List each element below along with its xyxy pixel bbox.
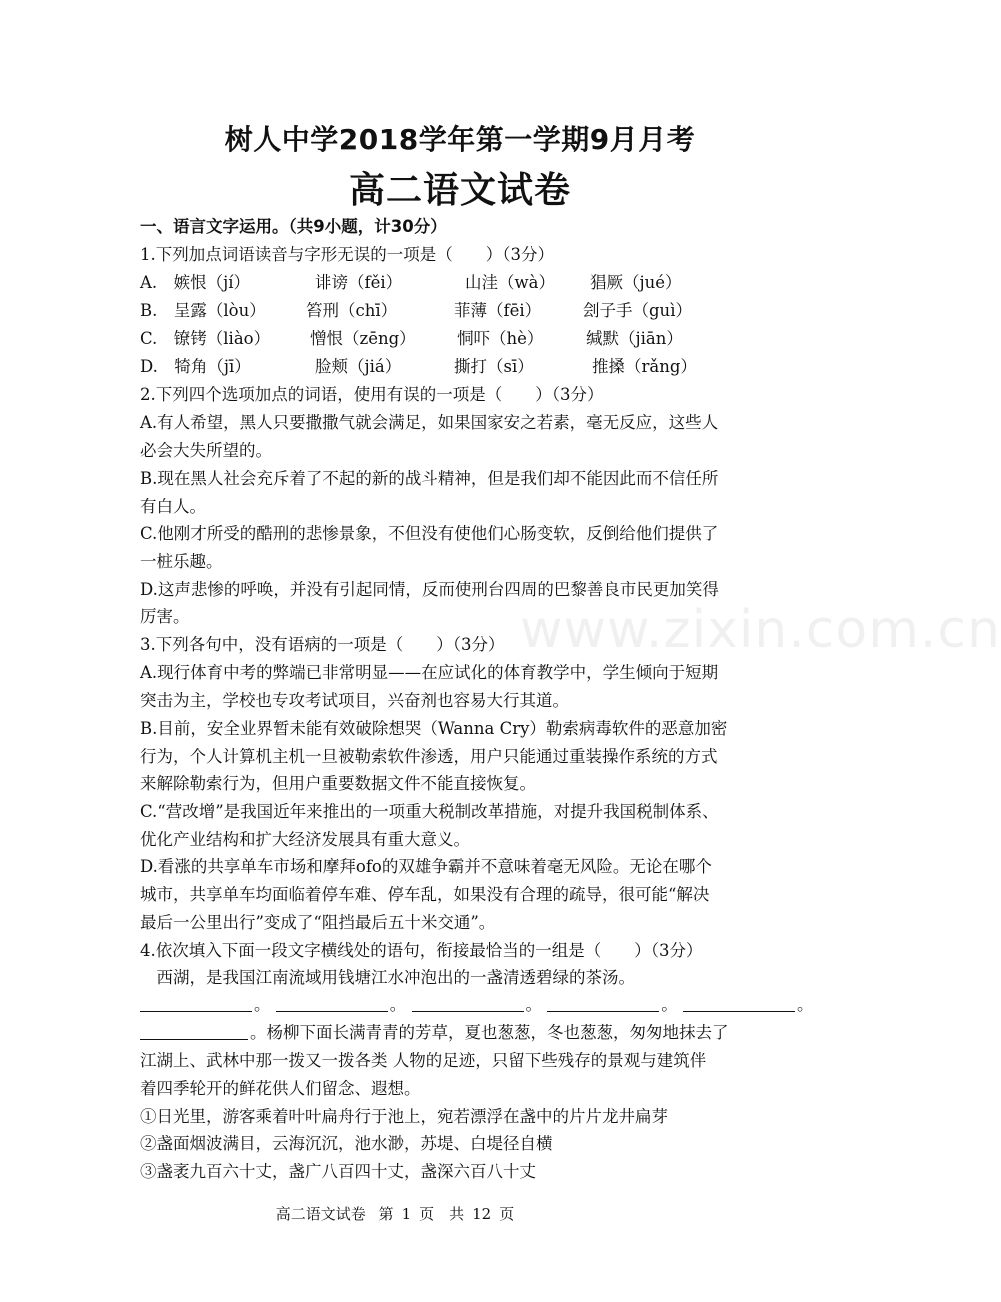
question-2-stem: 2.下列四个选项加点的词语，使用有误的一项是（ ）（3分） xyxy=(140,385,604,404)
q4-para-line: 江湖上、武林中那一拨又一拨各类 人物的足迹，只留下些残存的景观与建筑伴 xyxy=(140,1051,707,1070)
q1-option-c-item-2: 憎恨（zēng） xyxy=(310,329,416,348)
q1-option-a-item-3: 山洼（wà） xyxy=(465,273,555,292)
question-4-stem: 4.依次填入下面一段文字横线处的语句，衔接最恰当的一组是（ ）（3分） xyxy=(140,941,703,960)
section-heading: 一、语言文字运用。（共9小题，计30分） xyxy=(140,217,447,236)
q4-blank-row xyxy=(140,991,814,1015)
q2-line: 必会大失所望的。 xyxy=(140,441,272,460)
q1-option-b-item-4: 刽子手（guì） xyxy=(583,301,692,320)
q2-line: 一桩乐趣。 xyxy=(140,552,223,571)
answer-blank[interactable] xyxy=(683,993,795,1012)
q1-option-d xyxy=(140,353,800,375)
blank-separator: 。 xyxy=(389,995,407,1014)
footer-page-number: 1 xyxy=(401,1205,412,1223)
q1-option-b xyxy=(140,297,800,319)
q1-option-d-item-2: 脸颊（jiá） xyxy=(315,357,402,376)
q1-option-b-item-3: 菲薄（fēi） xyxy=(454,301,542,320)
answer-blank[interactable] xyxy=(276,993,388,1012)
q3-line: 来解除勒索行为，但用户重要数据文件不能直接恢复。 xyxy=(140,774,536,793)
q3-line: B.目前，安全业界暂未能有效破除想哭（Wanna Cry）勒索病毒软件的恶意加密 xyxy=(140,719,728,738)
blank-separator: 。 xyxy=(797,995,814,1014)
q4-item-1: ①日光里，游客乘着叶叶扁舟行于池上，宛若漂浮在盏中的片片龙井扁芽 xyxy=(140,1107,668,1126)
q1-option-c-item-4: 缄默（jiān） xyxy=(586,329,683,348)
blank-separator: 。 xyxy=(525,995,542,1014)
q1-option-b-item-2: 笞刑（chī） xyxy=(306,301,398,320)
footer-page-prefix: 第 xyxy=(378,1205,394,1223)
q1-option-b-item-1: B. 呈露（lòu） xyxy=(140,301,266,320)
q4-intro: 西湖，是我国江南流域用钱塘江水冲泡出的一盏清透碧绿的茶汤。 xyxy=(140,968,635,987)
q1-option-a-item-4: 猖厥（jué） xyxy=(590,273,682,292)
q3-line: 最后一公里出行”变成了“阻挡最后五十米交通”。 xyxy=(140,913,496,932)
q3-line: 突击为主，学校也专攻考试项目，兴奋剂也容易大行其道。 xyxy=(140,691,569,710)
q2-line: C.他刚才所受的酷刑的悲惨景象，不但没有使他们心肠变软，反倒给他们提供了 xyxy=(140,524,719,543)
q4-item-3: ③盏袤九百六十丈，盏广八百四十丈，盏深六百八十丈 xyxy=(140,1162,536,1181)
footer-page-suffix: 页 xyxy=(499,1205,515,1223)
exam-title: 树人中学2018学年第一学期9月月考 xyxy=(224,123,696,156)
q2-line: 有白人。 xyxy=(140,497,206,516)
q3-line: D.看涨的共享单车市场和摩拜ofo的双雄争霸并不意味着毫无风险。无论在哪个 xyxy=(140,857,712,876)
question-1-stem: 1.下列加点词语读音与字形无误的一项是（ ）（3分） xyxy=(140,245,554,264)
q1-option-a-item-1: A. 嫉恨（jí） xyxy=(140,273,251,292)
answer-blank[interactable] xyxy=(140,1021,248,1040)
question-3-stem: 3.下列各句中，没有语病的一项是（ ）（3分） xyxy=(140,635,505,654)
answer-blank[interactable] xyxy=(412,993,524,1012)
footer-page-mid: 页 共 xyxy=(419,1205,465,1223)
q3-line: C.“营改增”是我国近年来推出的一项重大税制改革措施，对提升我国税制体系、 xyxy=(140,802,719,821)
q4-after-blank: 。杨柳下面长满青青的芳草，夏也葱葱，冬也葱葱，匆匆地抹去了 xyxy=(250,1023,729,1042)
q1-option-c-item-1: C. 镣铐（liào） xyxy=(140,329,271,348)
watermark: www.zixin.com.cn xyxy=(520,600,1001,660)
q1-option-d-item-1: D. 犄角（jī） xyxy=(140,357,251,376)
q2-line: 厉害。 xyxy=(140,607,190,626)
page-footer xyxy=(0,1203,790,1224)
footer-exam-name: 高二语文试卷 xyxy=(275,1205,366,1223)
q4-item-2: ②盏面烟波满目，云海沉沉，池水渺，苏堤、白堤径自横 xyxy=(140,1134,553,1153)
answer-blank[interactable] xyxy=(140,993,252,1012)
q4-para-first xyxy=(140,1019,780,1043)
q2-line: D.这声悲惨的呼唤，并没有引起同情，反而使刑台四周的巴黎善良市民更加笑得 xyxy=(140,580,719,599)
blank-separator: 。 xyxy=(254,995,271,1014)
q3-line: A.现行体育中考的弊端已非常明显——在应试化的体育教学中，学生倾向于短期 xyxy=(140,663,719,682)
q1-option-a-item-2: 诽谤（fěi） xyxy=(315,273,403,292)
q3-line: 优化产业结构和扩大经济发展具有重大意义。 xyxy=(140,830,470,849)
q2-line: B.现在黑人社会充斥着了不起的新的战斗精神，但是我们却不能因此而不信任所 xyxy=(140,469,719,488)
q1-option-d-item-3: 撕打（sī） xyxy=(454,357,534,376)
footer-total-pages: 12 xyxy=(472,1205,492,1223)
q2-line: A.有人希望，黑人只要撒撒气就会满足，如果国家安之若素，毫无反应，这些人 xyxy=(140,413,719,432)
answer-blank[interactable] xyxy=(547,993,659,1012)
blank-separator: 。 xyxy=(661,995,678,1014)
q4-para-line: 着四季轮开的鲜花供人们留念、遐想。 xyxy=(140,1079,421,1098)
q3-line: 城市，共享单车均面临着停车难、停车乱，如果没有合理的疏导，很可能“解决 xyxy=(140,885,710,904)
q1-option-c-item-3: 恫吓（hè） xyxy=(457,329,544,348)
exam-subtitle: 高二语文试卷 xyxy=(348,169,571,211)
q1-option-c xyxy=(140,325,800,347)
q3-line: 行为，个人计算机主机一旦被勒索软件渗透，用户只能通过重装操作系统的方式 xyxy=(140,747,718,766)
q1-option-a xyxy=(140,269,800,291)
q1-option-d-item-4: 推搡（rǎng） xyxy=(592,357,697,376)
